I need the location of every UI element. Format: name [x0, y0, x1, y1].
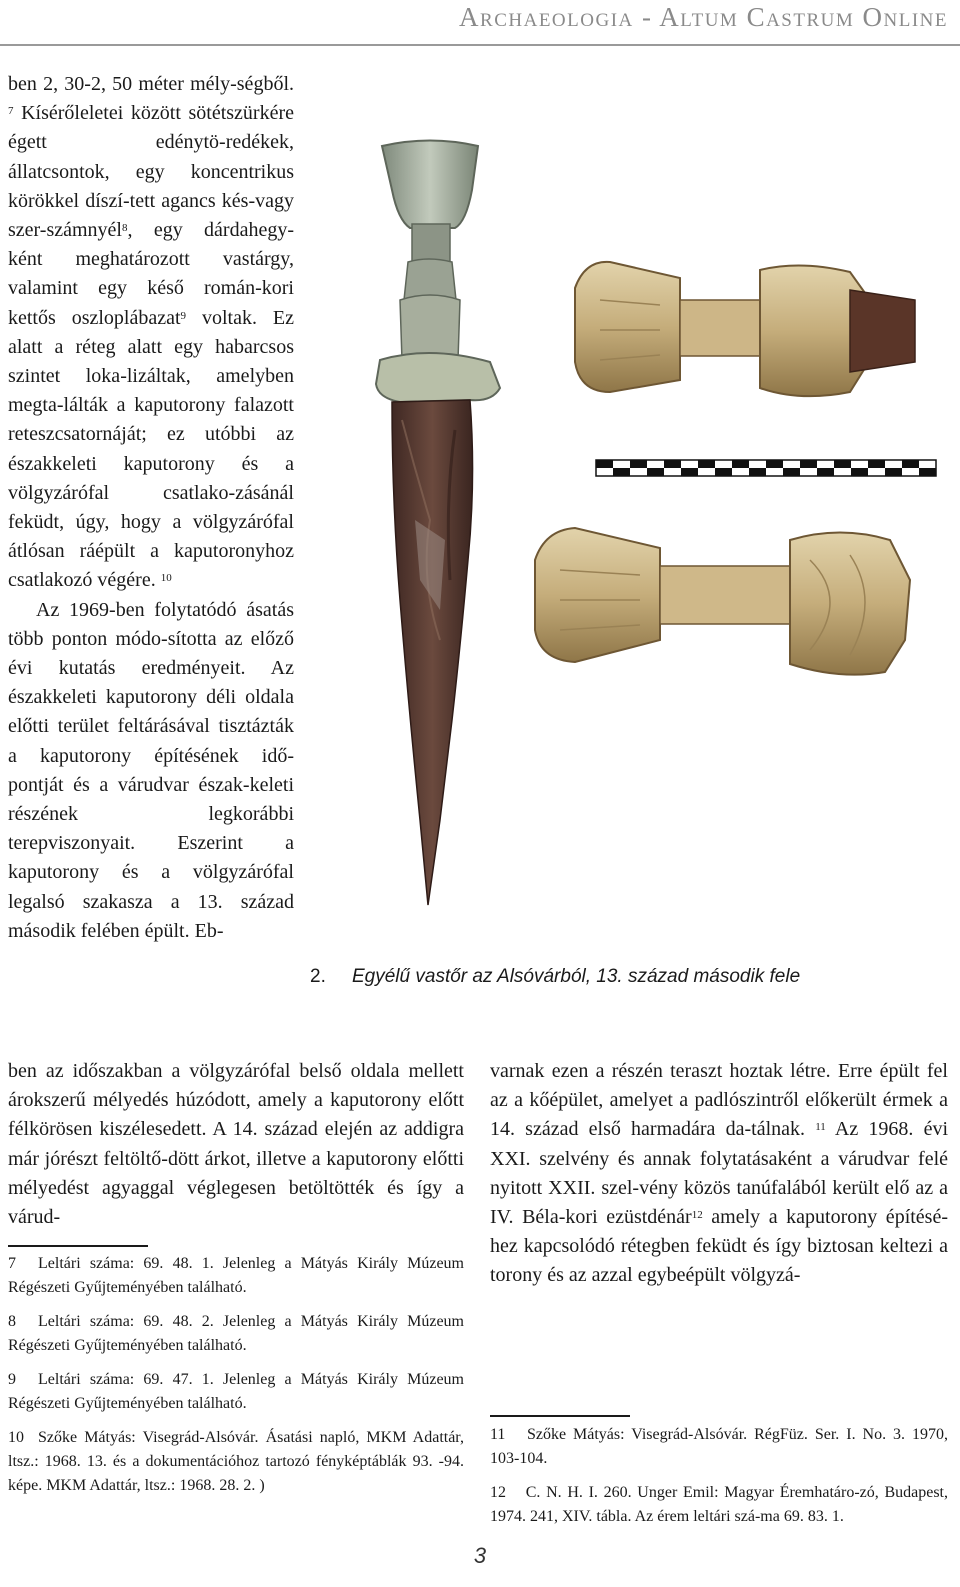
- footnote-7: 7 Leltári száma: 69. 48. 1. Jelenleg a Mátyás Király Múzeum Régészeti Gyűjteményében található.: [8, 1255, 464, 1296]
- page-number: 3: [473, 1543, 487, 1568]
- text-column-left-bottom: ben az időszakban a völgyzárófal belső oldala mellett árokszerű mélyedés húzódott, amely a kaputorony előtt félkörösen kiszélesedett. A 14. század elején az addigra már jórészt feltöltő-dött árkot, illetve a kaputorony előtti mélyedést agyaggal véglegesen betöltötték és így a várud-: [8, 1060, 464, 1229]
- dagger-guard: [376, 353, 500, 402]
- figure-caption: 2. Egyélű vastőr az Alsóvárból, 13. század második fele: [310, 966, 801, 987]
- running-header: Archaeologia - Altum Castrum Online: [459, 2, 948, 32]
- footnote-12: 12 C. N. H. I. 260. Unger Emil: Magyar Éremhatáro-zó, Budapest, 1974. 241, XIV. tábla. Az érem leltári szá-ma 69. 83. 1.: [490, 1484, 948, 1525]
- footnotes-left: [8, 1252, 464, 1508]
- hilt-detail-lower: [535, 528, 910, 675]
- hilt-detail-upper: [575, 262, 915, 396]
- dagger-pommel: [382, 141, 478, 229]
- paragraph-1: ben 2, 30-2, 50 méter mély-ségből. $^7$ Kísérőleletei között sötétszürkére égett edénytö-redékek, állatcsontok, egy koncentrikus körökkel díszí-tett agancs kés-vagy szer-számnyél$^8$, egy dárdahegy-ként meghatározott vastárgy, valamint egy késő román-kori kettős oszloplábazat$^9$ voltak. Ez alatt a réteg alatt egy habarcsos szintet loka-lizáltak, amelyben megta-lálták a kaputorony falazott reteszcsatornáját; ez utóbbi az északkeleti kaputorony és a völgyzárófal csatlako-zásánál feküdt, úgy, hogy a völgyzárófal átlósan ráépült a kaputoronyhoz csatlakozó végére. $^{10}$: [8, 73, 294, 592]
- paragraph-2: Az 1969-ben folytatódó ásatás több ponton módo-sította az előző évi kutatás eredményeit. Az északkeleti kaputorony déli oldala előtti terület feltárásával tisztázták a kaputorony építésének idő-pontját és a várudvar észak-keleti részének legkorábbi terepviszonyait. Eszerint a kaputorony és a völgyzárófal legalsó szakasza a 13. század második felében épült. Eb-: [8, 598, 294, 942]
- dagger-main: [376, 141, 500, 906]
- dagger-neck: [412, 224, 450, 264]
- dagger-blade: [392, 400, 473, 905]
- footnote-rule-left: [8, 1245, 148, 1247]
- text-column-right-bottom: varnak ezen a részén teraszt hoztak létre. Erre épült fel az a kőépület, amelyet a padlószintről előkerült érmek a 14. század első harmadára da-tálnak. $^{11}$ Az 1968. évi XXI. szelvény és annak folytatásaként a várudvar felé nyitott XXII. szel-vény közös tanúfalából került elő az a IV. Béla-kori ezüstdénár$^{12}$ amely a kaputorony építésé-hez kapcsolódó rétegben feküdt és így biztosan keltezi a torony és az azzal egybeépült völgyzá-: [490, 1060, 949, 1287]
- scale-bar: [596, 460, 936, 476]
- footnotes-right: [490, 1423, 948, 1539]
- footnote-9: 9 Leltári száma: 69. 47. 1. Jelenleg a Mátyás Király Múzeum Régészeti Gyűjteményében található.: [8, 1371, 464, 1412]
- footnote-10: 10 Szőke Mátyás: Visegrád-Alsóvár. Ásatási napló, MKM Adattár, ltsz.: 1968. 13. és a dokumentációhoz tartozó fényképtáblák 93. -94. képe. MKM Adattár, ltsz.: 1968. 28. 2. ): [8, 1429, 464, 1494]
- footnote-rule-right: [490, 1415, 630, 1417]
- footnote-8: 8 Leltári száma: 69. 48. 2. Jelenleg a Mátyás Király Múzeum Régészeti Gyűjteményében található.: [8, 1313, 464, 1354]
- footnote-11: 11 Szőke Mátyás: Visegrád-Alsóvár. RégFüz. Ser. I. No. 3. 1970, 103-104.: [490, 1426, 949, 1467]
